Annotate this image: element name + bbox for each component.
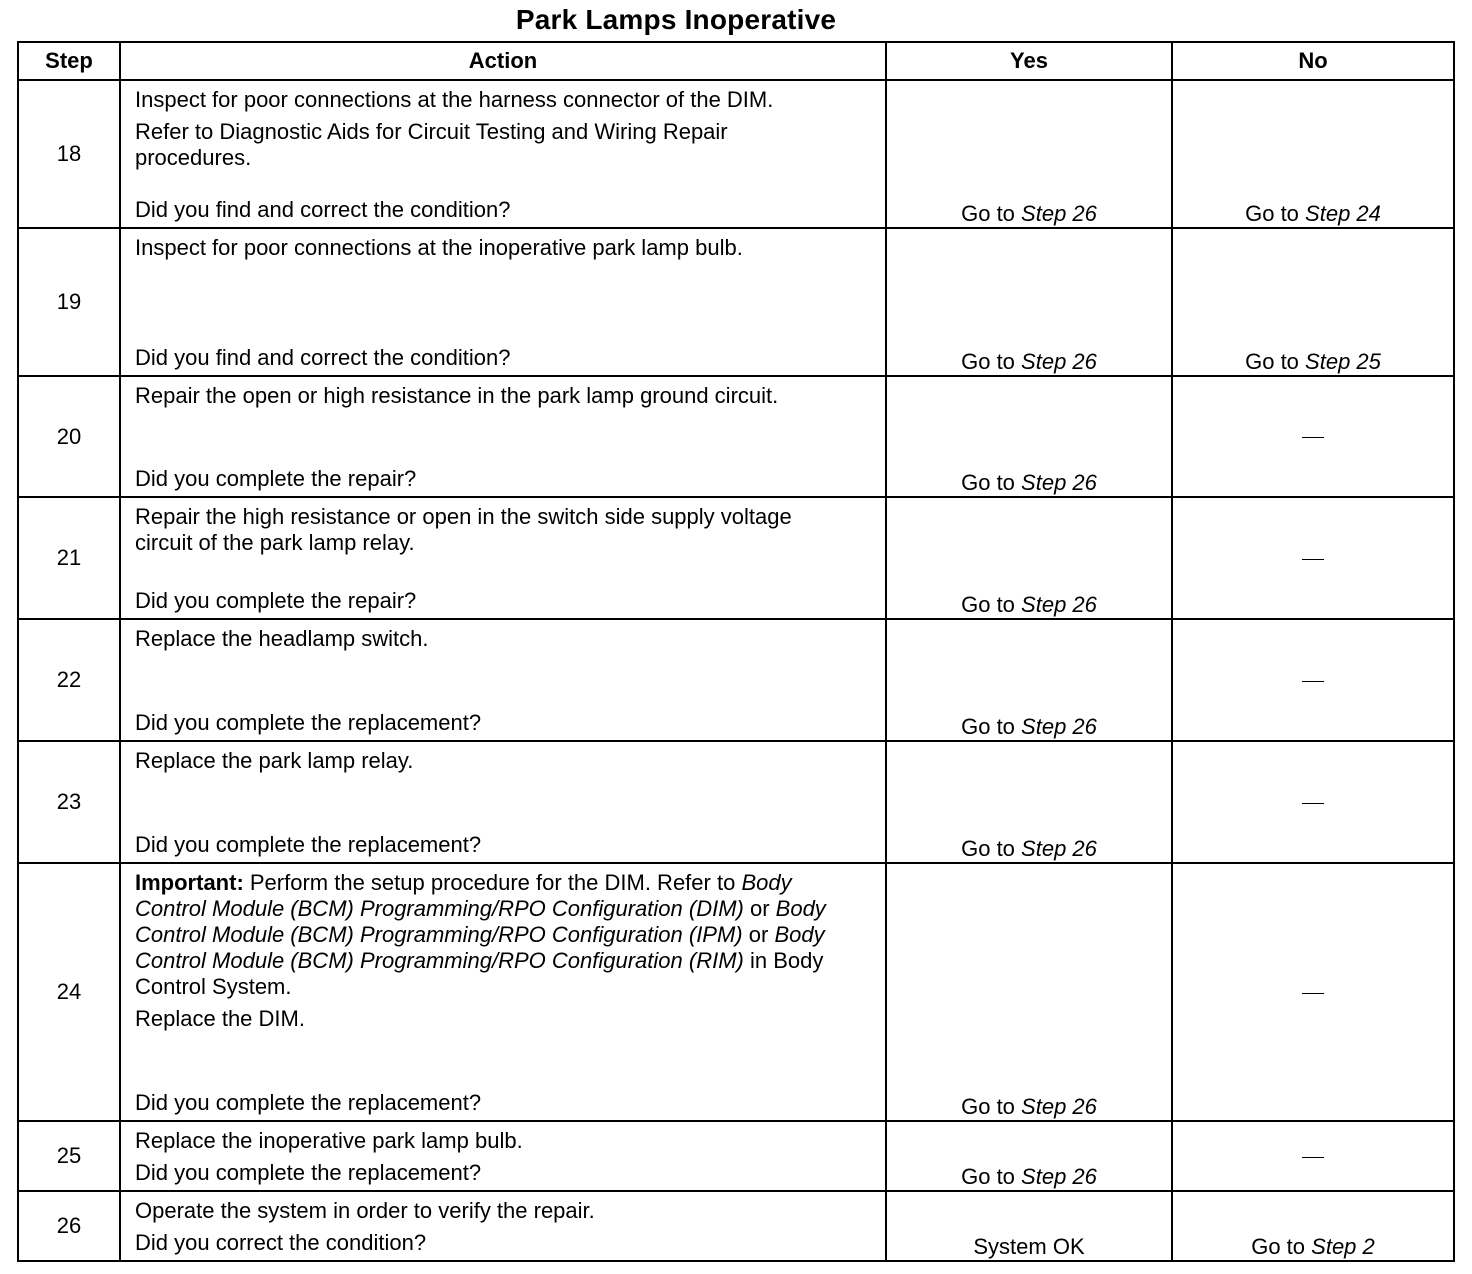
yes-goto-label: Go to bbox=[961, 836, 1015, 861]
action-text: Operate the system in order to verify the repair. bbox=[135, 1198, 595, 1223]
yes-step-link[interactable]: Step 26 bbox=[1021, 349, 1097, 374]
no-cell bbox=[1172, 1191, 1454, 1261]
yes-goto-label: Go to bbox=[961, 1094, 1015, 1119]
action-question: Did you find and correct the condition? bbox=[135, 345, 511, 370]
yes-step-link[interactable]: Step 26 bbox=[1021, 836, 1097, 861]
no-cell bbox=[1172, 497, 1454, 619]
action-text: Replace the headlamp switch. bbox=[135, 626, 429, 651]
reference-link[interactable]: Body Control Module (BCM) Programming/RPO Configuration (DIM) bbox=[135, 870, 792, 921]
yes-step-link[interactable]: Step 26 bbox=[1021, 1164, 1097, 1189]
no-step-link[interactable]: Step 2 bbox=[1311, 1234, 1375, 1259]
yes-goto-label: Go to bbox=[961, 714, 1015, 739]
no-cell bbox=[1172, 619, 1454, 741]
yes-goto-label: Go to bbox=[961, 201, 1015, 226]
step-number: 23 bbox=[18, 741, 120, 863]
action-question: Did you complete the replacement? bbox=[135, 1090, 482, 1115]
step-number: 24 bbox=[18, 863, 120, 1121]
yes-cell bbox=[886, 228, 1172, 376]
yes-cell bbox=[886, 1191, 1172, 1261]
no-cell bbox=[1172, 80, 1454, 228]
yes-goto-label: Go to bbox=[961, 1164, 1015, 1189]
no-step-link[interactable]: Step 25 bbox=[1305, 349, 1381, 374]
important-note bbox=[135, 870, 835, 1000]
no-dash bbox=[1302, 1157, 1324, 1158]
step-number: 19 bbox=[18, 228, 120, 376]
action-question: Did you complete the replacement? bbox=[135, 1160, 482, 1185]
action-question: Did you complete the repair? bbox=[135, 588, 417, 613]
step-number: 26 bbox=[18, 1191, 120, 1261]
or-text: or bbox=[743, 896, 776, 921]
no-cell bbox=[1172, 228, 1454, 376]
no-dash bbox=[1302, 559, 1324, 560]
yes-cell bbox=[886, 741, 1172, 863]
header-yes: Yes bbox=[886, 42, 1172, 80]
table-row bbox=[18, 376, 1454, 497]
no-goto-label: Go to bbox=[1251, 1234, 1306, 1259]
action-text: Inspect for poor connections at the inoperative park lamp bulb. bbox=[135, 235, 743, 260]
yes-goto-label: Go to bbox=[961, 349, 1015, 374]
yes-cell bbox=[886, 1121, 1172, 1191]
yes-cell bbox=[886, 619, 1172, 741]
action-cell bbox=[120, 619, 886, 741]
action-text: Refer to Diagnostic Aids for Circuit Testing and Wiring Repair procedures. bbox=[135, 119, 728, 170]
important-text: Perform the setup procedure for the DIM. Refer to bbox=[243, 870, 742, 895]
step-number: 21 bbox=[18, 497, 120, 619]
action-text: Replace the DIM. bbox=[135, 1006, 305, 1031]
action-question: Did you find and correct the condition? bbox=[135, 197, 511, 222]
yes-cell bbox=[886, 80, 1172, 228]
yes-step-link[interactable]: Step 26 bbox=[1021, 201, 1097, 226]
action-cell bbox=[120, 741, 886, 863]
important-label: Important: bbox=[135, 870, 244, 895]
action-question: Did you complete the repair? bbox=[135, 466, 417, 491]
yes-step-link[interactable]: Step 26 bbox=[1021, 592, 1097, 617]
table-row bbox=[18, 497, 1454, 619]
yes-cell bbox=[886, 376, 1172, 497]
page-title: Park Lamps Inoperative bbox=[515, 4, 837, 35]
yes-goto-label: Go to bbox=[961, 592, 1015, 617]
or-text: or bbox=[742, 922, 775, 947]
action-cell bbox=[120, 863, 886, 1121]
no-cell bbox=[1172, 1121, 1454, 1191]
action-cell bbox=[120, 497, 886, 619]
action-text: Replace the inoperative park lamp bulb. bbox=[135, 1128, 523, 1153]
action-text: Replace the park lamp relay. bbox=[135, 748, 414, 773]
no-cell bbox=[1172, 863, 1454, 1121]
yes-goto-label: Go to bbox=[961, 470, 1015, 495]
action-cell bbox=[120, 80, 886, 228]
tail-text: in Body Control System. bbox=[135, 948, 824, 999]
no-cell bbox=[1172, 741, 1454, 863]
table-row bbox=[18, 228, 1454, 376]
step-number: 18 bbox=[18, 80, 120, 228]
no-cell bbox=[1172, 376, 1454, 497]
step-number: 25 bbox=[18, 1121, 120, 1191]
step-number: 20 bbox=[18, 376, 120, 497]
reference-link[interactable]: Body Control Module (BCM) Programming/RPO Configuration (RIM) bbox=[135, 922, 825, 973]
yes-step-link[interactable]: Step 26 bbox=[1021, 470, 1097, 495]
no-dash bbox=[1302, 681, 1324, 682]
header-step: Step bbox=[18, 42, 120, 80]
action-cell bbox=[120, 376, 886, 497]
table-row bbox=[18, 619, 1454, 741]
action-cell bbox=[120, 1191, 886, 1261]
reference-link[interactable]: Body Control Module (BCM) Programming/RPO Configuration (IPM) bbox=[135, 896, 826, 947]
action-question: Did you correct the condition? bbox=[135, 1230, 427, 1255]
diagnostic-table bbox=[17, 41, 1455, 1262]
yes-result: System OK bbox=[973, 1234, 1085, 1259]
header-action: Action bbox=[120, 42, 886, 80]
action-text: Inspect for poor connections at the harness connector of the DIM. bbox=[135, 87, 774, 112]
action-question: Did you complete the replacement? bbox=[135, 832, 482, 857]
action-text: Repair the high resistance or open in the switch side supply voltage circuit of the park lamp relay. bbox=[135, 504, 792, 555]
action-text: Repair the open or high resistance in the park lamp ground circuit. bbox=[135, 383, 779, 408]
no-dash bbox=[1302, 993, 1324, 994]
step-number: 22 bbox=[18, 619, 120, 741]
table-row bbox=[18, 741, 1454, 863]
table-row bbox=[18, 1121, 1454, 1191]
no-dash bbox=[1302, 803, 1324, 804]
yes-step-link[interactable]: Step 26 bbox=[1021, 714, 1097, 739]
header-no: No bbox=[1172, 42, 1454, 80]
no-goto-label: Go to bbox=[1245, 349, 1299, 374]
yes-step-link[interactable]: Step 26 bbox=[1021, 1094, 1097, 1119]
no-step-link[interactable]: Step 24 bbox=[1305, 201, 1381, 226]
yes-cell bbox=[886, 497, 1172, 619]
no-dash bbox=[1302, 437, 1324, 438]
action-cell bbox=[120, 228, 886, 376]
action-question: Did you complete the replacement? bbox=[135, 710, 482, 735]
no-goto-label: Go to bbox=[1245, 201, 1299, 226]
table-row bbox=[18, 80, 1454, 228]
table-row bbox=[18, 1191, 1454, 1261]
table-header-row bbox=[18, 42, 1454, 80]
table-row bbox=[18, 863, 1454, 1121]
action-cell bbox=[120, 1121, 886, 1191]
yes-cell bbox=[886, 863, 1172, 1121]
